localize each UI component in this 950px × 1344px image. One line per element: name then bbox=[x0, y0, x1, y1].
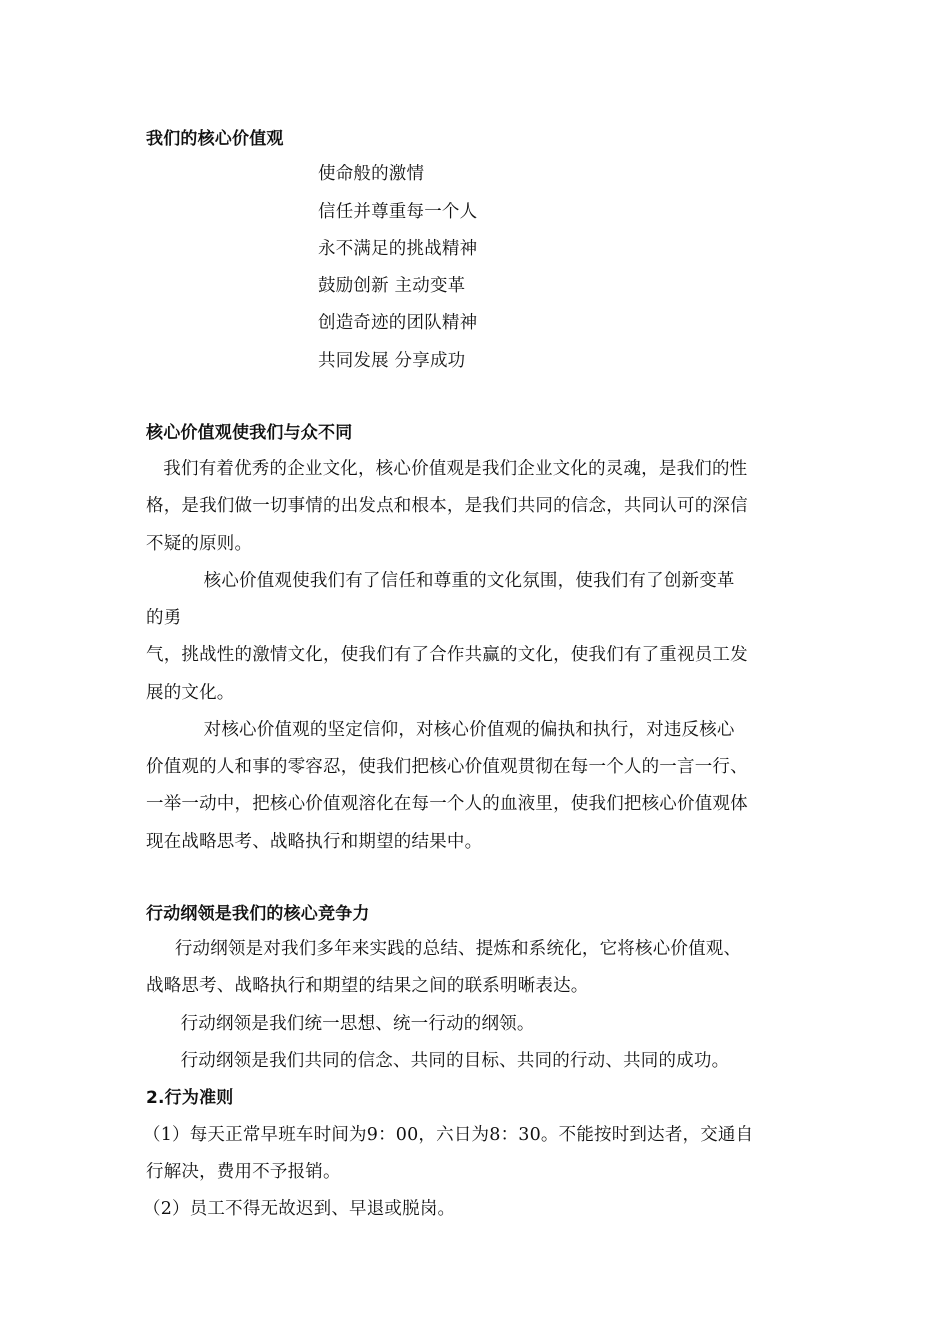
paragraph-line: 的勇 bbox=[146, 608, 182, 628]
paragraph-line: 格，是我们做一切事情的出发点和根本，是我们共同的信念，共同认可的深信 bbox=[146, 496, 748, 516]
section-heading-code-of-conduct: 2.行为准则 bbox=[146, 1088, 234, 1108]
paragraph-line: 行动纲领是我们共同的信念、共同的目标、共同的行动、共同的成功。 bbox=[146, 1051, 730, 1071]
section-heading-action-program: 行动纲领是我们的核心竞争力 bbox=[146, 904, 370, 924]
core-value-item: 永不满足的挑战精神 bbox=[318, 239, 478, 259]
paragraph-line: 一举一动中，把核心价值观溶化在每一个人的血液里，使我们把核心价值观体 bbox=[146, 794, 748, 814]
rule-line: （2）员工不得无故迟到、早退或脱岗。 bbox=[143, 1199, 456, 1219]
paragraph-line: 战略思考、战略执行和期望的结果之间的联系明晰表达。 bbox=[146, 976, 589, 996]
core-value-item: 使命般的激情 bbox=[318, 164, 425, 184]
core-value-item: 信任并尊重每一个人 bbox=[318, 202, 478, 222]
paragraph-line: 核心价值观使我们有了信任和尊重的文化氛围，使我们有了创新变革 bbox=[146, 571, 735, 591]
rule-line: 行解决，费用不予报销。 bbox=[146, 1162, 341, 1182]
section-heading-core-values: 我们的核心价值观 bbox=[146, 129, 284, 149]
paragraph-line: 我们有着优秀的企业文化，核心价值观是我们企业文化的灵魂，是我们的性 bbox=[146, 459, 748, 479]
paragraph-line: 不疑的原则。 bbox=[146, 534, 253, 554]
paragraph-line: 展的文化。 bbox=[146, 683, 235, 703]
paragraph-line: 对核心价值观的坚定信仰，对核心价值观的偏执和执行，对违反核心 bbox=[146, 720, 735, 740]
paragraph-line: 价值观的人和事的零容忍，使我们把核心价值观贯彻在每一个人的一言一行、 bbox=[146, 757, 748, 777]
core-value-item: 共同发展 分享成功 bbox=[318, 351, 466, 371]
core-value-item: 创造奇迹的团队精神 bbox=[318, 313, 478, 333]
rule-line: （1）每天正常早班车时间为9：00，六日为8：30。不能按时到达者，交通自 bbox=[143, 1125, 754, 1145]
paragraph-line: 行动纲领是我们统一思想、统一行动的纲领。 bbox=[146, 1014, 535, 1034]
paragraph-line: 行动纲领是对我们多年来实践的总结、提炼和系统化，它将核心价值观、 bbox=[146, 939, 742, 959]
core-value-item: 鼓励创新 主动变革 bbox=[318, 276, 466, 296]
section-heading-different: 核心价值观使我们与众不同 bbox=[146, 423, 353, 443]
paragraph-line: 气，挑战性的激情文化，使我们有了合作共赢的文化，使我们有了重视员工发 bbox=[146, 645, 748, 665]
paragraph-line: 现在战略思考、战略执行和期望的结果中。 bbox=[146, 832, 483, 852]
